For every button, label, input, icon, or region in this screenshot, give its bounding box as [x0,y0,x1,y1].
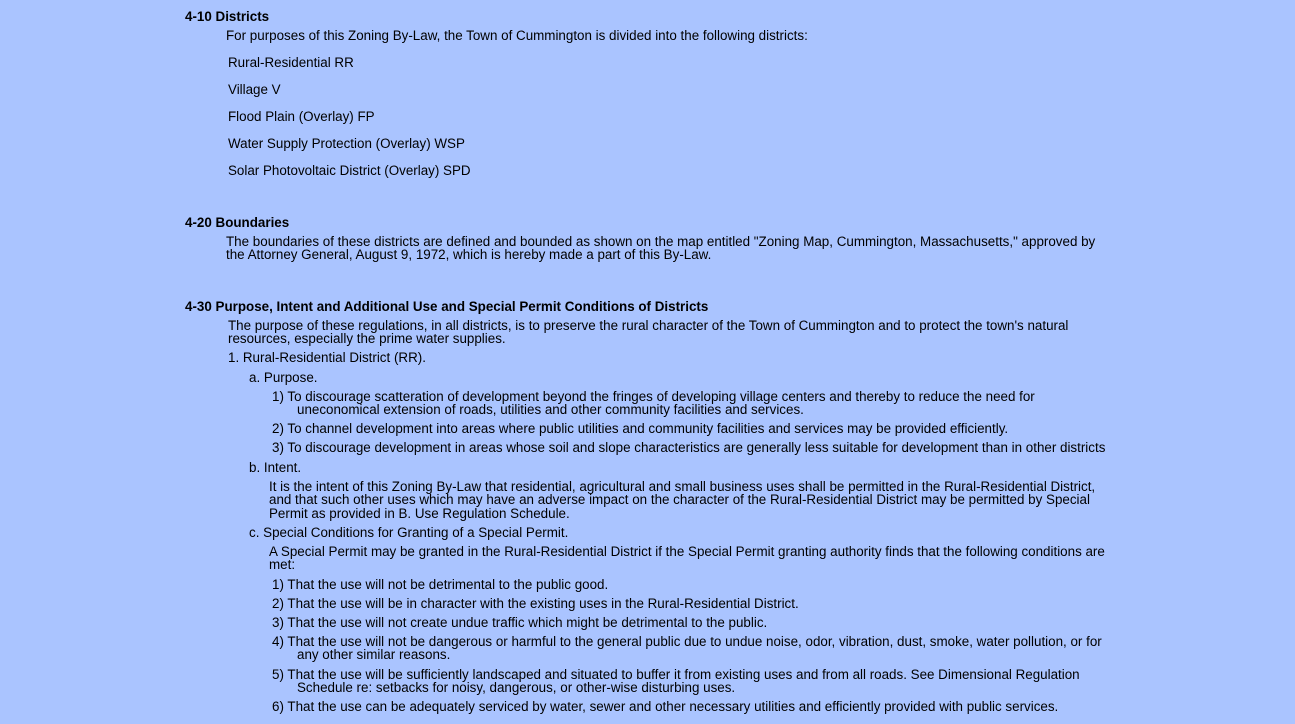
subsection-c-title: c. Special Conditions for Granting of a Special Permit. [249,525,569,540]
condition-item-6: 6) That the use can be adequately serviced by water, sewer and other necessary utilities and efficiently provided with public services. [272,699,1059,714]
district-item: Rural-Residential RR [228,55,354,70]
condition-item-1: 1) That the use will not be detrimental to the public good. [272,577,609,592]
boundaries-text-line: the Attorney General, August 9, 1972, which is hereby made a part of this By-Law. [226,247,712,262]
district-item: Village V [228,82,281,97]
subsection-b-title: b. Intent. [249,460,302,475]
condition-item-4: 4) That the use will not be dangerous or harmful to the general public due to undue noise, odor, vibration, dust, smoke, water pollution, or for [272,634,1102,649]
boundaries-text-line: The boundaries of these districts are defined and bounded as shown on the map entitled "Zoning Map, Cummington, Massachusetts," approved by [226,234,1096,249]
intent-text-line: and that such other uses which may have an adverse impact on the character of the Rural-Residential District may be permitted by Special [269,492,1090,507]
district-item: Solar Photovoltaic District (Overlay) SPD [228,163,471,178]
intent-text-line: Permit as provided in B. Use Regulation Schedule. [269,506,570,521]
conditions-intro-line: A Special Permit may be granted in the Rural-Residential District if the Special Permit granting authority finds that the following conditions are [269,544,1105,559]
district-item: Water Supply Protection (Overlay) WSP [228,136,465,151]
condition-item-5-cont: Schedule re: setbacks for noisy, dangerous, or other-wise disturbing uses. [297,680,736,695]
purpose-text-line: The purpose of these regulations, in all districts, is to preserve the rural character of the Town of Cummington and to protect the town's natural [228,318,1069,333]
purpose-item-1: 1) To discourage scatteration of development beyond the fringes of developing village centers and thereby to reduce the need for [272,389,1035,404]
intent-text-line: It is the intent of this Zoning By-Law that residential, agricultural and small business uses shall be permitted in the Rural-Residential District, [269,479,1096,494]
districts-intro: For purposes of this Zoning By-Law, the Town of Cummington is divided into the following districts: [226,28,808,43]
purpose-item-1-cont: uneconomical extension of roads, utilities and other community facilities and services. [297,402,804,417]
section-heading-districts: 4-10 Districts [185,9,270,24]
subsection-a-title: a. Purpose. [249,370,318,385]
condition-item-2: 2) That the use will be in character with the existing uses in the Rural-Residential District. [272,596,799,611]
purpose-text-line: resources, especially the prime water supplies. [228,331,506,346]
district-item: Flood Plain (Overlay) FP [228,109,375,124]
purpose-item-3: 3) To discourage development in areas whose soil and slope characteristics are generally less suitable for development than in other districts [272,440,1106,455]
conditions-intro-line: met: [269,557,296,572]
condition-item-5: 5) That the use will be sufficiently landscaped and situated to buffer it from existing uses and from all roads. See Dimensional Regulation [272,667,1080,682]
section-heading-boundaries: 4-20 Boundaries [185,215,290,230]
purpose-item-2: 2) To channel development into areas where public utilities and community facilities and services may be provided efficiently. [272,421,1009,436]
section-heading-purpose: 4-30 Purpose, Intent and Additional Use and Special Permit Conditions of Districts [185,299,709,314]
rr-district-title: 1. Rural-Residential District (RR). [228,350,426,365]
condition-item-4-cont: any other similar reasons. [297,647,451,662]
condition-item-3: 3) That the use will not create undue traffic which might be detrimental to the public. [272,615,768,630]
